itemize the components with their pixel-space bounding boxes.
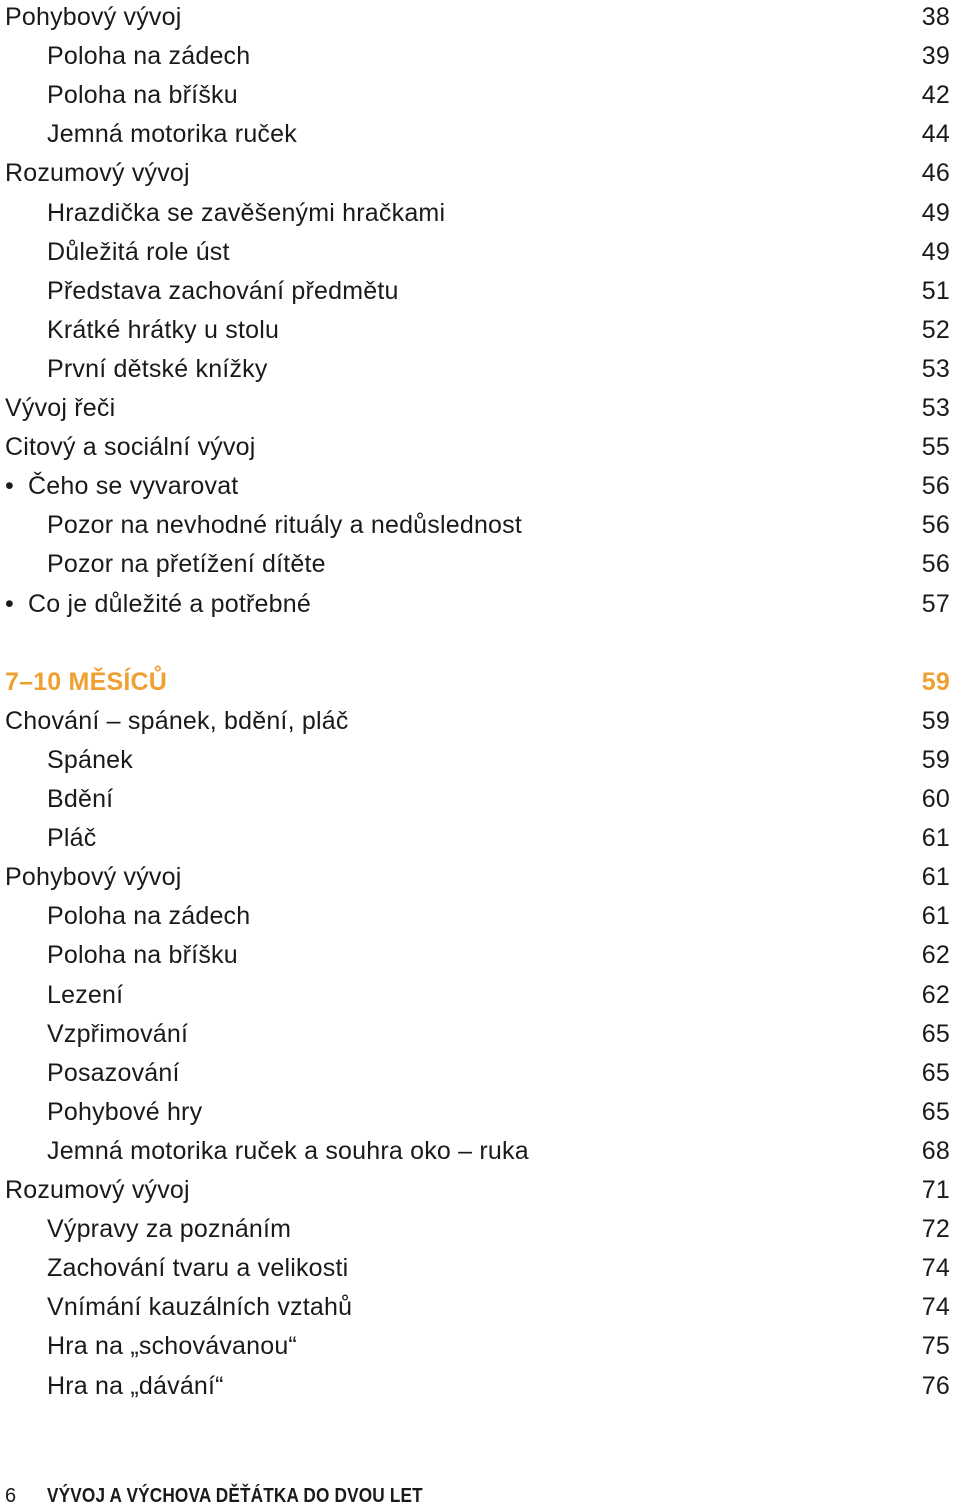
toc-entry [0, 41, 960, 80]
toc-entry-page: 56 [921, 550, 950, 579]
toc-entry-title: Představa zachování předmětu [47, 276, 399, 305]
toc-entry-title: Pláč [47, 824, 97, 853]
toc-entry [0, 158, 960, 197]
toc-entry [0, 510, 960, 549]
toc-entry-page: 56 [921, 472, 950, 501]
toc-entry [0, 1371, 960, 1410]
toc-entry-page: 38 [921, 3, 950, 31]
bullet-icon: • [5, 589, 14, 618]
footer-page-number: 6 [5, 1485, 17, 1507]
toc-entry-page: 46 [921, 159, 950, 188]
toc-entry [0, 1292, 960, 1331]
toc-entry [0, 862, 960, 901]
toc-entry-title: Chování – spánek, bdění, pláč [5, 706, 349, 735]
toc-entry [0, 706, 960, 745]
toc-entry-page: 61 [921, 863, 950, 892]
toc-entry-title: Poloha na zádech [47, 42, 251, 71]
bullet-icon: • [5, 472, 14, 501]
toc-entry-title: Jemná motorika ruček [47, 120, 297, 149]
toc-entry [0, 549, 960, 588]
toc-entry-title: 7–10 MĚSÍCŮ [5, 667, 167, 696]
toc-entry [0, 80, 960, 119]
toc-entry-title: Vzpřimování [47, 1019, 189, 1048]
toc-entry-title: Posazování [47, 1058, 180, 1087]
toc-entry-title: Pozor na přetížení dítěte [47, 550, 326, 579]
toc-entry [0, 940, 960, 979]
toc-entry-page: 74 [921, 1254, 950, 1283]
toc-entry-page: 57 [921, 589, 950, 618]
toc-entry-title: Bdění [47, 785, 114, 813]
toc-entry-title: Citový a sociální vývoj [5, 433, 256, 462]
toc-entry-page: 44 [921, 120, 950, 149]
toc-entry [0, 393, 960, 432]
toc-entry-page: 72 [921, 1215, 950, 1244]
toc-entry [0, 198, 960, 237]
toc-entry [0, 901, 960, 940]
toc-entry-title: Hra na „schovávanou“ [47, 1332, 297, 1361]
toc-entry-page: 49 [921, 237, 950, 266]
toc-entry-page: 74 [921, 1293, 950, 1322]
toc-entry-page: 61 [921, 824, 950, 853]
toc-entry-page: 61 [921, 902, 950, 931]
toc-entry-page: 55 [921, 433, 950, 462]
toc-entry [0, 1058, 960, 1097]
toc-entry-page: 65 [921, 1097, 950, 1126]
toc-entry-page: 62 [921, 941, 950, 970]
toc-entry-page: 42 [921, 81, 950, 110]
toc-entry-title: Co je důležité a potřebné [28, 589, 311, 618]
toc-entry [0, 276, 960, 315]
toc-entry-page: 75 [921, 1332, 950, 1361]
toc-entry-title: Poloha na zádech [47, 902, 251, 931]
toc-entry [0, 745, 960, 784]
toc-entry [0, 1097, 960, 1136]
toc-entry [0, 823, 960, 862]
toc-entry [0, 432, 960, 471]
toc-entry [0, 354, 960, 393]
toc-entry-page: 53 [921, 394, 950, 422]
toc-entry-page: 65 [921, 1019, 950, 1048]
toc-entry-title: Hra na „dávání“ [47, 1371, 224, 1400]
toc-entry [0, 1136, 960, 1175]
toc-entry-page: 71 [921, 1176, 950, 1204]
toc-entry-page: 59 [921, 745, 950, 774]
toc-entry-page: 68 [921, 1136, 950, 1165]
page-footer [0, 1486, 960, 1507]
toc-entry [0, 471, 960, 510]
toc-entry [0, 1019, 960, 1058]
toc-entry-title: Zachování tvaru a velikosti [47, 1254, 349, 1283]
toc-entry-title: Pohybový vývoj [5, 3, 182, 31]
toc-entry-page: 52 [921, 315, 950, 344]
toc-entry-title: Pozor na nevhodné rituály a nedůslednost [47, 511, 522, 540]
toc-entry-page: 62 [921, 980, 950, 1009]
toc-entry-title: Lezení [47, 980, 124, 1009]
toc-entry [0, 119, 960, 158]
toc-entry-page: 39 [921, 42, 950, 71]
toc-entry [0, 2, 960, 41]
toc-entry [0, 589, 960, 628]
toc-entry [0, 1214, 960, 1253]
toc-entry [0, 237, 960, 276]
toc-entry-title: Vývoj řeči [5, 394, 116, 422]
toc-entry [0, 1253, 960, 1292]
toc-entry-title: Čeho se vyvarovat [28, 472, 239, 501]
toc-entry-title: Pohybové hry [47, 1097, 203, 1126]
toc-entry-title: Vnímání kauzálních vztahů [47, 1293, 353, 1322]
toc-entry [0, 784, 960, 823]
toc-entry-page: 56 [921, 511, 950, 540]
toc-entry-page: 65 [921, 1058, 950, 1087]
toc-entry-page: 76 [921, 1371, 950, 1400]
toc-entry-title: Poloha na bříšku [47, 81, 238, 110]
toc-entry-title: Hrazdička se zavěšenými hračkami [47, 198, 446, 227]
toc-entry-title: Rozumový vývoj [5, 159, 190, 188]
toc-entry-page: 49 [921, 198, 950, 227]
toc-entry [0, 1331, 960, 1370]
toc-entry-title: Výpravy za poznáním [47, 1215, 292, 1244]
footer-book-title: VÝVOJ A VÝCHOVA DĚŤÁTKA DO DVOU LET [47, 1485, 423, 1507]
toc-entry-page: 53 [921, 354, 950, 383]
toc-entry-page: 59 [921, 667, 950, 696]
toc-entry-title: Poloha na bříšku [47, 941, 238, 970]
toc-entry-title: Jemná motorika ruček a souhra oko – ruka [47, 1136, 529, 1165]
toc-entry-title: Rozumový vývoj [5, 1176, 190, 1204]
toc-entry-page: 59 [921, 706, 950, 735]
toc-entry-title: První dětské knížky [47, 354, 268, 383]
toc-entry-title: Pohybový vývoj [5, 863, 182, 892]
toc-entry-title: Krátké hrátky u stolu [47, 315, 280, 344]
toc-entry [0, 315, 960, 354]
toc-section-heading [0, 667, 960, 706]
toc-entry [0, 1175, 960, 1214]
toc-entry-page: 51 [921, 276, 950, 305]
toc-entry-page: 60 [921, 785, 950, 813]
toc-entry-title: Důležitá role úst [47, 237, 230, 266]
toc-entry-title: Spánek [47, 745, 133, 774]
toc-entry [0, 980, 960, 1019]
